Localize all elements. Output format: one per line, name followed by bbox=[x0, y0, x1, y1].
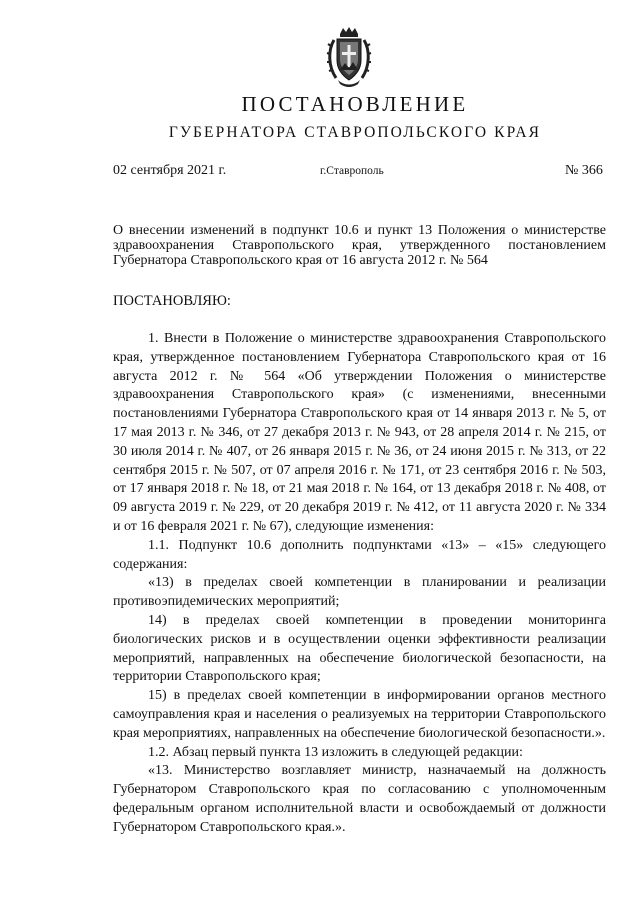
document-date: 02 сентября 2021 г. bbox=[113, 163, 227, 178]
decree-word: ПОСТАНОВЛЯЮ: bbox=[113, 293, 231, 309]
paragraph-1: 1. Внести в Положение о министерстве здравоохранения Ставропольского края, утвержденное постановлением Губернатора Ставропольского края от 16 августа 2012 г. № 564 «Об утверждении Положения о министерстве здравоохранения Ставропольского края» (с изменениями, внесенными постановлениями Губернатора Ставропольского края от 14 января 2013 г. № 5, от 17 мая 2013 г. № 346, от 27 декабря 2013 г. № 943, от 28 апреля 2014 г. № 215, от 30 июля 2014 г. № 407, от 26 января 2015 г. № 36, от 24 июня 2015 г. № 313, от 22 сентября 2015 г. № 507, от 07 апреля 2016 г. № 171, от 23 сентября 2016 г. № 503, от 17 января 2018 г. № 18, от 21 мая 2018 г. № 164, от 13 декабря 2018 г. № 408, от 09 августа 2019 г. № 229, от 20 декабря 2019 г. № 412, от 11 августа 2020 г. № 334 и от 16 февраля 2021 г. № 67), следующие изменения: bbox=[113, 331, 606, 534]
document-subtitle: ГУБЕРНАТОРА СТАВРОПОЛЬСКОГО КРАЯ bbox=[168, 124, 542, 141]
paragraph-1-1: 1.1. Подпункт 10.6 дополнить подпунктами «13» – «15» следующего содержания: bbox=[113, 537, 606, 572]
paragraph-item-13: «13) в пределах своей компетенции в планировании и реализации противоэпидемических мероприятий; bbox=[113, 575, 606, 610]
document-title: ПОСТАНОВЛЕНИЕ bbox=[241, 92, 469, 116]
document-subject: О внесении изменений в подпункт 10.6 и пункт 13 Положения о министерстве здравоохранения Ставропольского края, утвержденного постановлением Губернатора Ставропольского края от 16 августа 2012 г. № 564 bbox=[113, 223, 606, 268]
coat-of-arms-emblem bbox=[326, 26, 372, 88]
paragraph-item-14: 14) в пределах своей компетенции в проведении мониторинга биологических рисков и в осуществлении оценки эффективности реализации мероприятий, направленных на обеспечение биологической безопасности, на территории Ставропольского края; bbox=[113, 612, 606, 685]
paragraph-item-15: 15) в пределах своей компетенции в информировании органов местного самоуправления края и населения о реализуемых на территории Ставропольского края мероприятиях, направленных на обеспечение биологической безопасности.». bbox=[113, 688, 606, 741]
document-city: г.Ставрополь bbox=[320, 165, 384, 177]
document-number: № 366 bbox=[565, 163, 603, 178]
document-body bbox=[113, 330, 606, 838]
paragraph-point-13: «13. Министерство возглавляет министр, назначаемый на должность Губернатором Ставропольского края по согласованию с уполномоченным федеральным органом исполнительной власти и освобождаемый от должности Губернатором Ставропольского края.». bbox=[113, 763, 606, 835]
paragraph-1-2: 1.2. Абзац первый пункта 13 изложить в следующей редакции: bbox=[148, 744, 523, 760]
